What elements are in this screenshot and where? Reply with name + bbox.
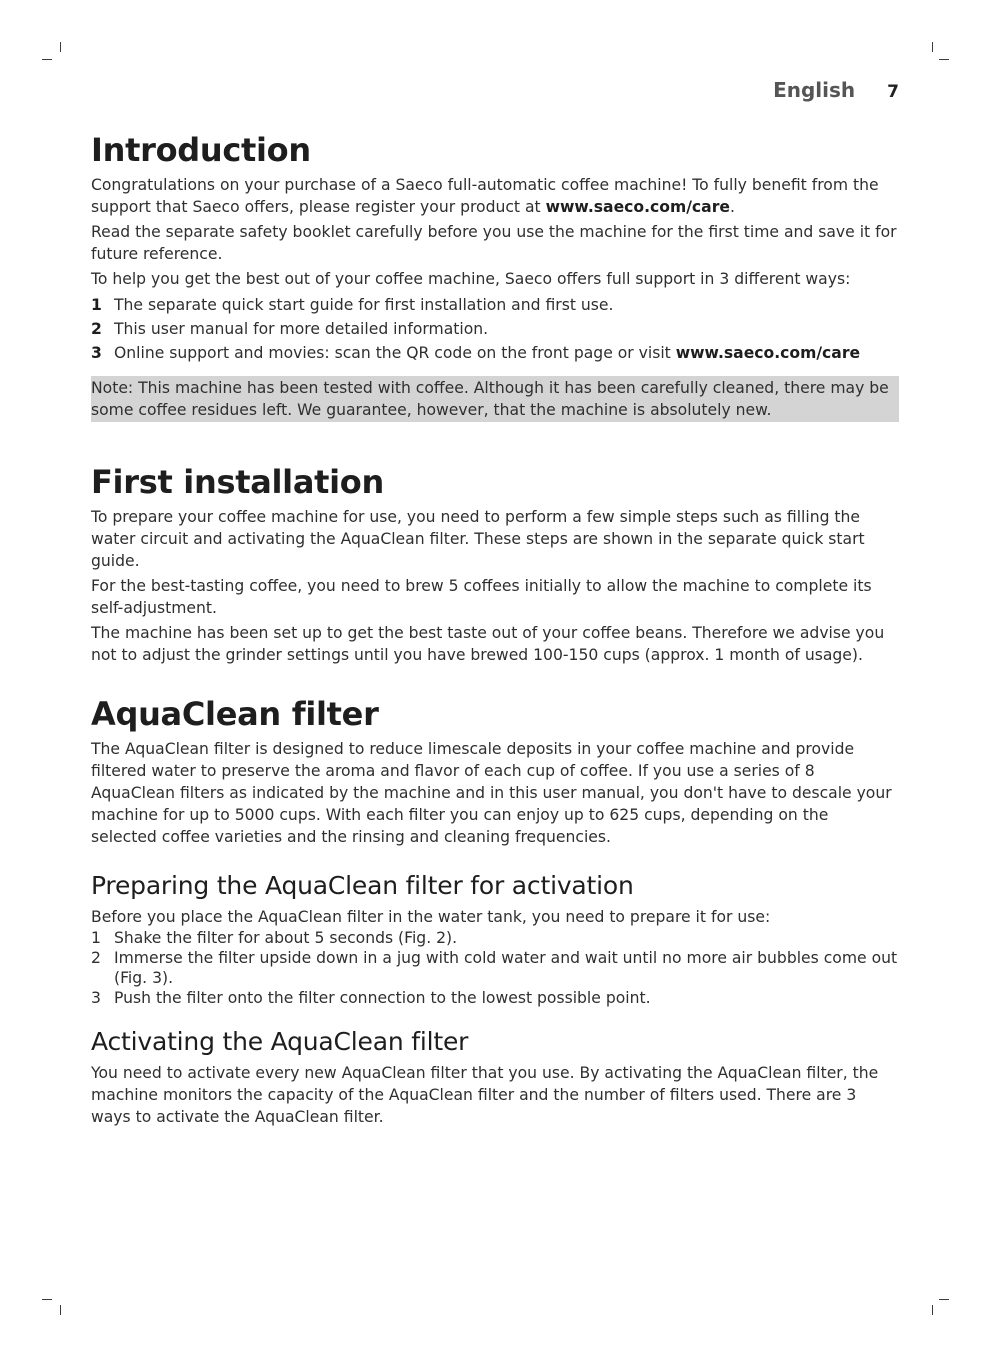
crop-mark <box>60 42 61 52</box>
safety-paragraph: Read the separate safety booklet carefully before you use the machine for the first time and save it for future reference. <box>91 223 897 263</box>
language-label: English <box>773 78 856 102</box>
introduction-section <box>91 130 899 422</box>
step-item: 1 Shake the filter for about 5 seconds (Fig. 2). <box>91 929 458 947</box>
preparing-section <box>91 870 899 1008</box>
crop-mark <box>932 42 933 52</box>
preparation-steps <box>91 928 899 1008</box>
page-number: 7 <box>887 82 899 102</box>
crop-mark <box>42 59 52 60</box>
list-item: 3 Online support and movies: scan the QR code on the front page or visit www.saeco.com/care <box>91 344 861 362</box>
paragraph: To prepare your coffee machine for use, you need to perform a few simple steps such as filling the water circuit and activating the AquaClean filter. These steps are shown in the separate quick start guide. <box>91 508 865 570</box>
preparing-heading: Preparing the AquaClean filter for activation <box>91 871 634 900</box>
first-installation-section <box>91 462 899 666</box>
care-link[interactable]: www.saeco.com/care <box>675 344 861 362</box>
support-list <box>91 293 899 365</box>
first-installation-heading: First installation <box>91 463 384 501</box>
paragraph: The AquaClean filter is designed to reduce limescale deposits in your coffee machine and provide filtered water to preserve the aroma and flavor of each cup of coffee. If you use a series of 8 AquaClean filters as indicated by the machine and in this user manual, you don't have to descale your machine for up to 5000 cups. With each filter you can enjoy up to 625 cups, depending on the selected coffee varieties and the rinsing and cleaning frequencies. <box>91 740 892 846</box>
crop-mark <box>60 1305 61 1315</box>
crop-mark <box>939 59 949 60</box>
list-item: 1 The separate quick start guide for first installation and first use. <box>91 296 614 314</box>
introduction-heading: Introduction <box>91 131 311 169</box>
support-paragraph: To help you get the best out of your coffee machine, Saeco offers full support in 3 different ways: <box>91 270 851 288</box>
crop-mark <box>42 1299 52 1300</box>
paragraph: You need to activate every new AquaClean filter that you use. By activating the AquaClean filter, the machine monitors the capacity of the AquaClean filter and the number of filters used. There are 3 ways to activate the AquaClean filter. <box>91 1064 879 1126</box>
aquaclean-heading: AquaClean filter <box>91 695 379 733</box>
page-header <box>773 78 899 102</box>
introduction-paragraph: Congratulations on your purchase of a Saeco full-automatic coffee machine! To fully benefit from the support that Saeco offers, please register your product at www.saeco.com/care. <box>91 176 879 216</box>
crop-mark <box>939 1299 949 1300</box>
step-item: 2 Immerse the filter upside down in a jug with cold water and wait until no more air bubbles come out (Fig. 3). <box>91 949 898 987</box>
activating-section <box>91 1026 899 1128</box>
note-text: Note: This machine has been tested with coffee. Although it has been carefully cleaned, there may be some coffee residues left. We guarantee, however, that the machine is absolutely new. <box>91 379 889 419</box>
aquaclean-section <box>91 694 899 848</box>
note-box <box>91 376 899 422</box>
activating-heading: Activating the AquaClean filter <box>91 1027 469 1056</box>
list-item: 2 This user manual for more detailed information. <box>91 320 489 338</box>
page-content <box>91 130 899 1131</box>
care-link[interactable]: www.saeco.com/care <box>545 198 730 216</box>
paragraph: For the best-tasting coffee, you need to brew 5 coffees initially to allow the machine to complete its self-adjustment. <box>91 577 872 617</box>
paragraph: Before you place the AquaClean filter in the water tank, you need to prepare it for use: <box>91 908 771 926</box>
paragraph: The machine has been set up to get the best taste out of your coffee beans. Therefore we advise you not to adjust the grinder settings until you have brewed 100-150 cups (approx. 1 month of usage). <box>91 624 885 664</box>
crop-mark <box>932 1305 933 1315</box>
step-item: 3 Push the filter onto the filter connection to the lowest possible point. <box>91 989 651 1007</box>
